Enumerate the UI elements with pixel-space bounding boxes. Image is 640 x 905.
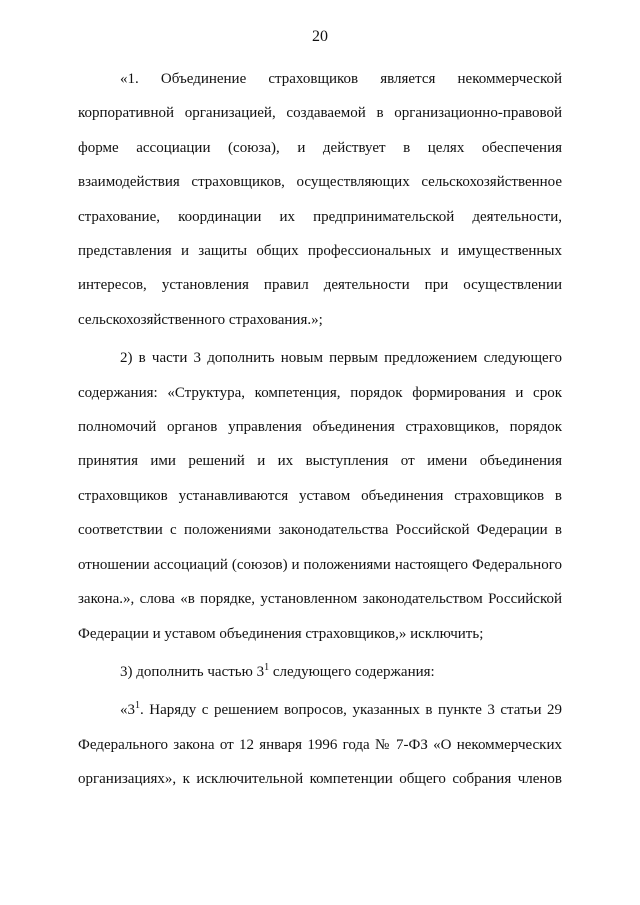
text-line: отношении ассоциаций (союзов) и положениями настоящего Федерального [78, 556, 562, 573]
text-line: 3) дополнить частью $3^1$ следующего содержания: [120, 661, 435, 680]
superscript-one: 1 [135, 700, 140, 712]
text-line: представления и защиты общих профессиональных и имущественных [78, 243, 562, 260]
text-line: принятия ими решений и их выступления от имени объединения [78, 453, 562, 470]
text-line: организациях», к исключительной компетенции общего собрания членов [78, 771, 562, 788]
text-line: Федерации и уставом объединения страховщиков,» исключить; [78, 625, 484, 642]
text-line: закона.», слова «в порядке, установленном законодательством Российской [78, 591, 562, 608]
text-line: страхование, координации их предпринимательской деятельности, [78, 208, 562, 225]
text-line: форме ассоциации (союза), и действует в целях обеспечения [78, 139, 562, 156]
text-line: «$3^1$. Наряду с решением вопросов, указанных в пункте 3 статьи 29 [120, 700, 562, 719]
text-line: корпоративной организацией, создаваемой в организационно-правовой [78, 105, 562, 122]
text-line: Федерального закона от 12 января 1996 года № 7-ФЗ «О некоммерческих [78, 736, 562, 753]
text-line: сельскохозяйственного страхования.»; [78, 311, 323, 328]
text-line: полномочий органов управления объединения страховщиков, порядок [78, 419, 562, 436]
paragraph-2 [78, 341, 562, 651]
paragraph-1 [78, 62, 562, 337]
document-body [78, 62, 562, 801]
text-line: соответствии с положениями законодательства Российской Федерации в [78, 522, 562, 539]
text-line: 2) в части 3 дополнить новым первым предложением следующего [120, 350, 562, 367]
superscript-one: 1 [264, 661, 270, 673]
paragraph-3 [78, 655, 562, 689]
page-number: 20 [312, 28, 328, 45]
text-line: страховщиков устанавливаются уставом объединения страховщиков в [78, 487, 562, 504]
text-line: «1. Объединение страховщиков является некоммерческой [120, 71, 562, 87]
text-line: содержания: «Структура, компетенция, порядок формирования и срок [78, 384, 562, 401]
paragraph-4 [78, 693, 562, 796]
text-line: взаимодействия страховщиков, осуществляющих сельскохозяйственное [78, 174, 562, 191]
text-line: интересов, установления правил деятельности при осуществлении [78, 277, 562, 294]
